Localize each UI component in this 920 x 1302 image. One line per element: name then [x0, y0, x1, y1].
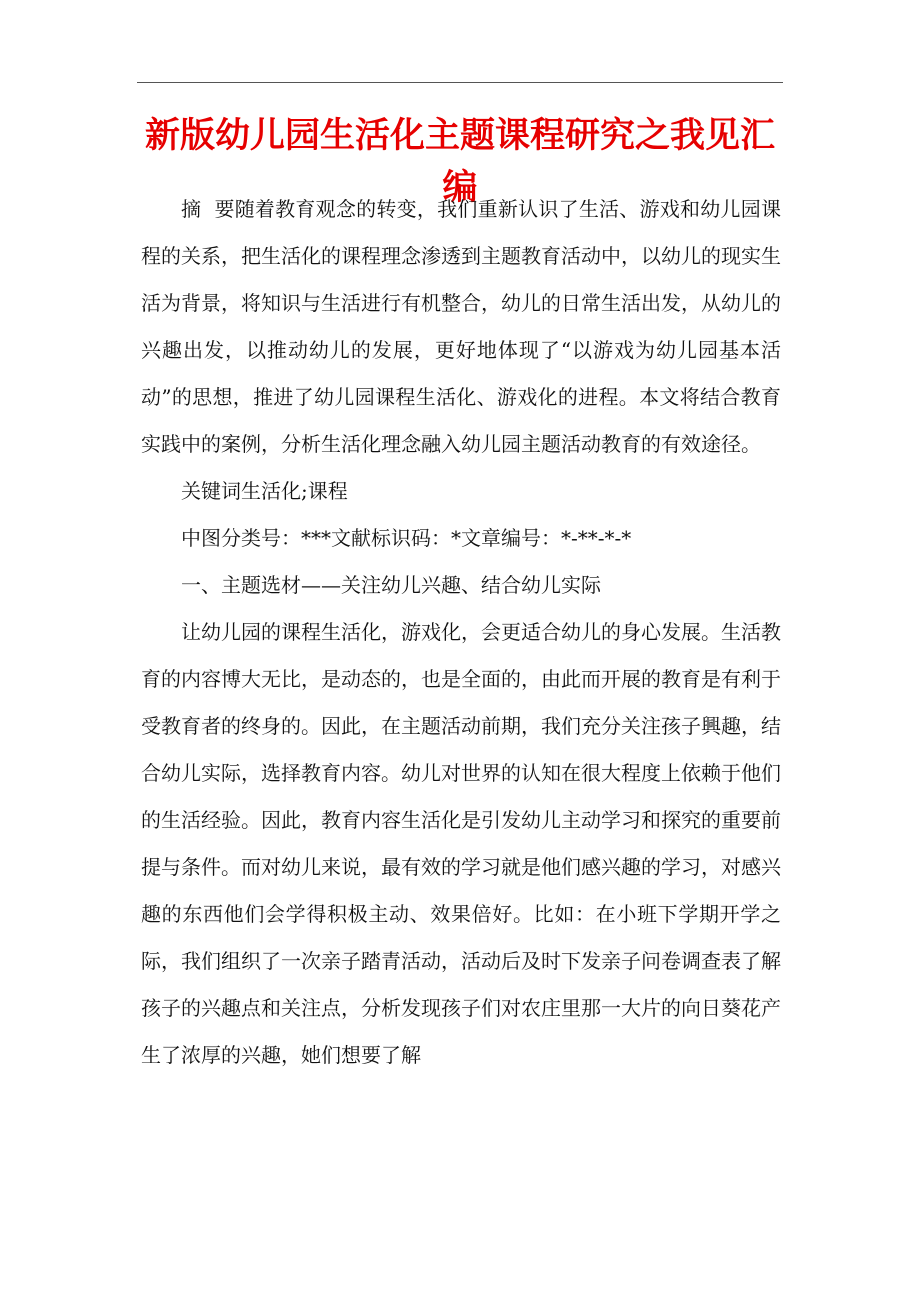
keywords-line: 关键词生活化;课程 — [181, 479, 348, 503]
abstract-text: 随着教育观念的转变，我们重新认识了生活、游戏和幼儿园课程的关系，把生活化的课程理念渗透到主题教育活动中，以幼儿的现实生活为背景，将知识与生活进行有机整合，幼儿的日常生活出发，从幼儿的兴趣出发，以推动幼儿的发展，更好地体现了“以游戏为幼儿园基本活动”的思想，推进了幼儿园课程生活化、游戏化的进程。本文将结合教育实践中的案例，分析生活化理念融入幼儿园主题活动教育的有效途径。 — [141, 197, 781, 456]
section-heading: 一、主题选材——关注幼儿兴趣、结合幼儿实际 — [181, 573, 601, 597]
classification-line: 中图分类号：***文献标识码：*文章编号：*-**-*-* — [181, 526, 632, 550]
body-paragraph: 让幼儿园的课程生活化，游戏化，会更适合幼儿的身心发展。生活教育的内容博大无比，是动态的，也是全面的，由此而开展的教育是有利于受教育者的终身的。因此，在主题活动前期，我们充分关注孩子興趣，结合幼儿实际，选择教育内容。幼儿对世界的认知在很大程度上依赖于他们的生活经验。因此，教育内容生活化是引发幼儿主动学习和探究的重要前提与条件。而对幼儿来说，最有效的学习就是他们感兴趣的学习，对感兴趣的东西他们会学得积极主动、效果倍好。比如：在小班下学期开学之际，我们组织了一次亲子踏青活动，活动后及时下发亲子问卷调查表了解孩子的兴趣点和关注点，分析发现孩子们对农庄里那一大片的向日葵花产生了浓厚的兴趣，她们想要了解 — [141, 620, 781, 1067]
abstract-label: 摘 要 — [181, 197, 235, 221]
document-body — [141, 186, 781, 1079]
abstract-paragraph — [141, 186, 781, 468]
header-rule — [137, 82, 783, 83]
document-title: 新版幼儿园生活化主题课程研究之我见汇编 — [144, 115, 775, 208]
